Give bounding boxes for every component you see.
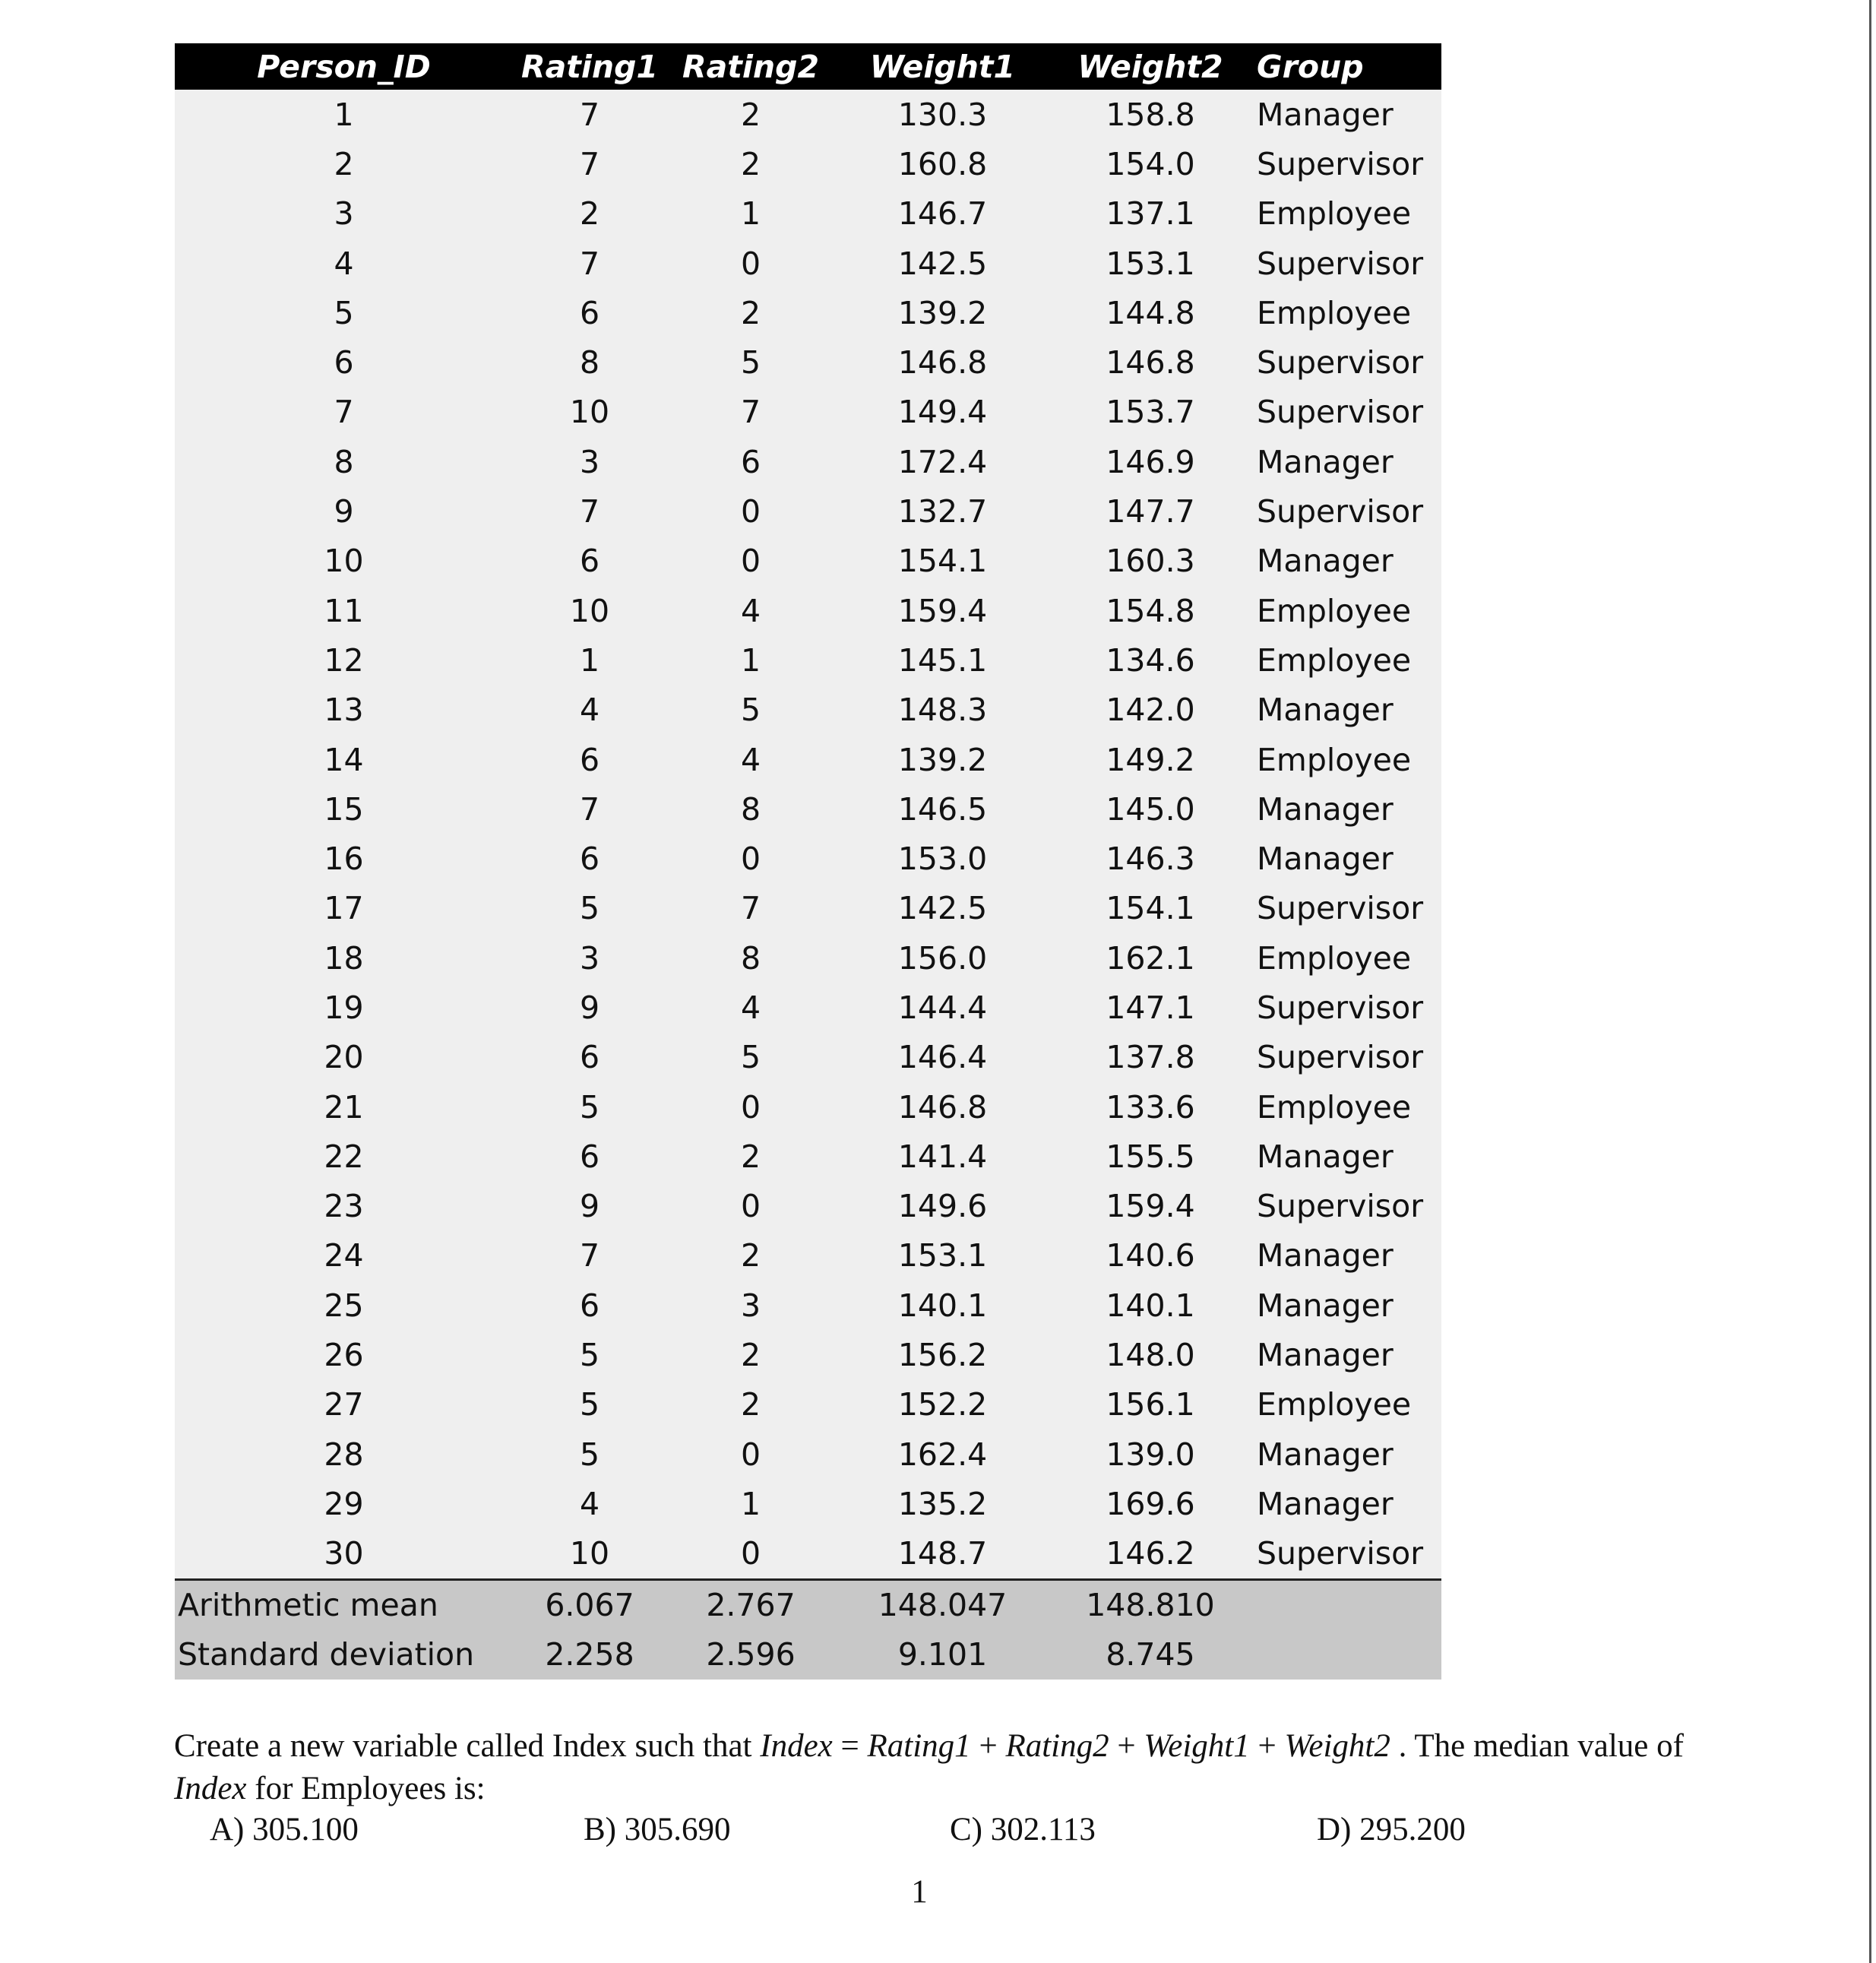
cell-weight1: 148.3 [835, 685, 1050, 735]
answer-choices [210, 1811, 1714, 1857]
cell-weight2: 154.1 [1050, 884, 1251, 933]
cell-weight1: 148.7 [835, 1529, 1050, 1580]
cell-rating2: 2 [666, 1132, 835, 1181]
summary-value: 2.767 [666, 1579, 835, 1630]
cell-weight2: 145.0 [1050, 784, 1251, 834]
table-row [175, 189, 1441, 239]
summary-value: 148.047 [835, 1579, 1050, 1630]
cell-weight1: 159.4 [835, 586, 1050, 635]
cell-person-id: 17 [175, 884, 513, 933]
cell-weight2: 160.3 [1050, 537, 1251, 586]
cell-group: Supervisor [1251, 884, 1441, 933]
cell-weight2: 154.8 [1050, 586, 1251, 635]
cell-person-id: 12 [175, 635, 513, 685]
cell-group: Manager [1251, 784, 1441, 834]
cell-weight2: 169.6 [1050, 1479, 1251, 1528]
table-row [175, 1529, 1441, 1580]
table-row [175, 586, 1441, 635]
cell-rating1: 4 [513, 685, 666, 735]
cell-weight2: 158.8 [1050, 90, 1251, 139]
cell-rating1: 6 [513, 537, 666, 586]
cell-weight2: 140.1 [1050, 1281, 1251, 1330]
cell-weight1: 142.5 [835, 884, 1050, 933]
table-row [175, 1479, 1441, 1528]
cell-rating1: 6 [513, 1033, 666, 1082]
cell-group: Manager [1251, 1330, 1441, 1379]
cell-rating1: 7 [513, 239, 666, 288]
cell-weight2: 146.8 [1050, 337, 1251, 387]
cell-weight1: 153.0 [835, 834, 1050, 883]
table-row [175, 1033, 1441, 1082]
cell-rating1: 7 [513, 784, 666, 834]
cell-person-id: 4 [175, 239, 513, 288]
choice-c[interactable]: C) 302.113 [950, 1812, 1096, 1847]
table-row [175, 437, 1441, 486]
cell-group: Manager [1251, 1479, 1441, 1528]
table-row [175, 537, 1441, 586]
cell-weight2: 133.6 [1050, 1082, 1251, 1132]
cell-rating2: 7 [666, 884, 835, 933]
cell-group: Manager [1251, 537, 1441, 586]
data-table [175, 43, 1441, 1680]
summary-label: Standard deviation [175, 1630, 513, 1680]
cell-weight1: 162.4 [835, 1430, 1050, 1479]
cell-group: Employee [1251, 933, 1441, 983]
cell-weight2: 142.0 [1050, 685, 1251, 735]
cell-rating2: 0 [666, 1430, 835, 1479]
cell-weight2: 137.1 [1050, 189, 1251, 239]
question-text [174, 1725, 1709, 1810]
cell-group: Employee [1251, 735, 1441, 784]
cell-weight1: 156.2 [835, 1330, 1050, 1379]
cell-group: Supervisor [1251, 486, 1441, 536]
table-row [175, 139, 1441, 188]
cell-rating1: 10 [513, 1529, 666, 1580]
cell-rating2: 1 [666, 1479, 835, 1528]
choice-b[interactable]: B) 305.690 [584, 1812, 731, 1847]
summary-label: Arithmetic mean [175, 1579, 513, 1630]
cell-weight1: 146.7 [835, 189, 1050, 239]
header-weight2: Weight2 [1050, 43, 1251, 90]
cell-weight1: 144.4 [835, 983, 1050, 1032]
cell-group: Manager [1251, 685, 1441, 735]
cell-group: Employee [1251, 635, 1441, 685]
summary-value: 2.596 [666, 1630, 835, 1680]
cell-rating2: 0 [666, 1529, 835, 1580]
table-row [175, 1231, 1441, 1281]
table-row [175, 486, 1441, 536]
cell-weight2: 134.6 [1050, 635, 1251, 685]
cell-person-id: 24 [175, 1231, 513, 1281]
cell-rating1: 7 [513, 139, 666, 188]
cell-rating2: 3 [666, 1281, 835, 1330]
cell-person-id: 28 [175, 1430, 513, 1479]
cell-group: Manager [1251, 1132, 1441, 1181]
cell-rating2: 0 [666, 537, 835, 586]
cell-rating2: 0 [666, 1082, 835, 1132]
header-rating1: Rating1 [513, 43, 666, 90]
cell-rating2: 4 [666, 586, 835, 635]
cell-rating1: 6 [513, 1281, 666, 1330]
cell-weight1: 145.1 [835, 635, 1050, 685]
cell-weight1: 132.7 [835, 486, 1050, 536]
cell-weight1: 154.1 [835, 537, 1050, 586]
table-row [175, 90, 1441, 139]
cell-group: Manager [1251, 90, 1441, 139]
cell-rating2: 8 [666, 784, 835, 834]
cell-weight2: 146.3 [1050, 834, 1251, 883]
choice-a[interactable]: A) 305.100 [210, 1812, 359, 1847]
cell-person-id: 27 [175, 1380, 513, 1430]
cell-person-id: 26 [175, 1330, 513, 1379]
cell-group: Employee [1251, 586, 1441, 635]
cell-weight2: 137.8 [1050, 1033, 1251, 1082]
cell-person-id: 14 [175, 735, 513, 784]
cell-weight1: 139.2 [835, 288, 1050, 337]
table-row [175, 388, 1441, 437]
cell-rating1: 10 [513, 586, 666, 635]
cell-weight2: 147.7 [1050, 486, 1251, 536]
cell-rating1: 10 [513, 388, 666, 437]
summary-row [175, 1630, 1441, 1680]
cell-weight2: 156.1 [1050, 1380, 1251, 1430]
cell-weight1: 149.6 [835, 1182, 1050, 1231]
question-intro: Create a new variable called Index such that [174, 1728, 761, 1764]
cell-rating1: 7 [513, 486, 666, 536]
cell-rating2: 0 [666, 834, 835, 883]
cell-person-id: 25 [175, 1281, 513, 1330]
cell-group: Employee [1251, 1082, 1441, 1132]
cell-rating1: 7 [513, 1231, 666, 1281]
cell-rating2: 6 [666, 437, 835, 486]
table-row [175, 784, 1441, 834]
cell-group: Supervisor [1251, 1033, 1441, 1082]
cell-group: Employee [1251, 189, 1441, 239]
cell-weight1: 146.4 [835, 1033, 1050, 1082]
formula-part: + [1249, 1728, 1285, 1764]
cell-rating1: 3 [513, 437, 666, 486]
table-row [175, 983, 1441, 1032]
table-row [175, 1281, 1441, 1330]
formula-part: + [1109, 1728, 1144, 1764]
cell-rating2: 0 [666, 239, 835, 288]
question-variable: Index [174, 1771, 247, 1806]
cell-weight1: 172.4 [835, 437, 1050, 486]
page-edge [1869, 0, 1871, 1963]
cell-weight2: 146.2 [1050, 1529, 1251, 1580]
cell-weight1: 146.8 [835, 1082, 1050, 1132]
cell-group: Supervisor [1251, 1529, 1441, 1580]
cell-rating1: 6 [513, 288, 666, 337]
cell-rating1: 8 [513, 337, 666, 387]
cell-weight2: 155.5 [1050, 1132, 1251, 1181]
cell-rating1: 9 [513, 983, 666, 1032]
formula-part: = [832, 1728, 868, 1764]
formula-part: + [970, 1728, 1006, 1764]
index-formula [760, 1728, 1390, 1764]
cell-weight1: 142.5 [835, 239, 1050, 288]
cell-rating1: 9 [513, 1182, 666, 1231]
cell-group: Supervisor [1251, 1182, 1441, 1231]
cell-person-id: 20 [175, 1033, 513, 1082]
formula-part: Index [760, 1728, 833, 1764]
cell-rating2: 5 [666, 1033, 835, 1082]
cell-group: Supervisor [1251, 239, 1441, 288]
cell-person-id: 5 [175, 288, 513, 337]
cell-rating1: 5 [513, 1430, 666, 1479]
formula-part: Rating1 [867, 1728, 971, 1764]
cell-weight1: 130.3 [835, 90, 1050, 139]
cell-rating2: 7 [666, 388, 835, 437]
summary-value: 8.745 [1050, 1630, 1251, 1680]
cell-rating2: 4 [666, 983, 835, 1032]
cell-person-id: 13 [175, 685, 513, 735]
cell-weight1: 160.8 [835, 139, 1050, 188]
table-row [175, 1330, 1441, 1379]
cell-person-id: 19 [175, 983, 513, 1032]
cell-group: Manager [1251, 834, 1441, 883]
table-row [175, 933, 1441, 983]
cell-group: Supervisor [1251, 983, 1441, 1032]
cell-rating1: 5 [513, 1380, 666, 1430]
cell-person-id: 29 [175, 1479, 513, 1528]
cell-person-id: 6 [175, 337, 513, 387]
cell-person-id: 9 [175, 486, 513, 536]
table-row [175, 685, 1441, 735]
cell-rating2: 2 [666, 1330, 835, 1379]
cell-rating1: 6 [513, 834, 666, 883]
cell-rating2: 2 [666, 288, 835, 337]
cell-weight2: 146.9 [1050, 437, 1251, 486]
table-row [175, 337, 1441, 387]
cell-weight1: 135.2 [835, 1479, 1050, 1528]
cell-person-id: 23 [175, 1182, 513, 1231]
table-row [175, 288, 1441, 337]
cell-group: Supervisor [1251, 388, 1441, 437]
cell-group: Manager [1251, 1281, 1441, 1330]
choice-d[interactable]: D) 295.200 [1317, 1812, 1466, 1847]
cell-person-id: 18 [175, 933, 513, 983]
cell-group: Employee [1251, 1380, 1441, 1430]
table-row [175, 1182, 1441, 1231]
page-number: 1 [911, 1874, 928, 1910]
cell-person-id: 2 [175, 139, 513, 188]
summary-value: 9.101 [835, 1630, 1050, 1680]
cell-group: Employee [1251, 288, 1441, 337]
summary-value [1251, 1630, 1441, 1680]
cell-weight2: 159.4 [1050, 1182, 1251, 1231]
cell-weight1: 139.2 [835, 735, 1050, 784]
cell-person-id: 15 [175, 784, 513, 834]
cell-person-id: 30 [175, 1529, 513, 1580]
cell-weight1: 140.1 [835, 1281, 1050, 1330]
cell-person-id: 16 [175, 834, 513, 883]
cell-rating2: 0 [666, 1182, 835, 1231]
question-mid: . The median value of [1390, 1728, 1684, 1764]
cell-group: Manager [1251, 437, 1441, 486]
table-row [175, 635, 1441, 685]
cell-weight2: 140.6 [1050, 1231, 1251, 1281]
cell-weight1: 152.2 [835, 1380, 1050, 1430]
cell-person-id: 21 [175, 1082, 513, 1132]
cell-rating1: 5 [513, 884, 666, 933]
cell-person-id: 7 [175, 388, 513, 437]
header-weight1: Weight1 [835, 43, 1050, 90]
header-row [175, 43, 1441, 90]
cell-rating1: 5 [513, 1330, 666, 1379]
cell-weight2: 147.1 [1050, 983, 1251, 1032]
cell-rating1: 3 [513, 933, 666, 983]
cell-rating1: 6 [513, 1132, 666, 1181]
cell-rating2: 5 [666, 685, 835, 735]
cell-person-id: 3 [175, 189, 513, 239]
header-group: Group [1251, 43, 1441, 90]
cell-rating2: 2 [666, 1231, 835, 1281]
table-row [175, 735, 1441, 784]
cell-rating2: 2 [666, 1380, 835, 1430]
cell-rating2: 2 [666, 90, 835, 139]
header-rating2: Rating2 [666, 43, 835, 90]
cell-person-id: 11 [175, 586, 513, 635]
cell-rating2: 2 [666, 139, 835, 188]
summary-row [175, 1579, 1441, 1630]
cell-weight1: 149.4 [835, 388, 1050, 437]
cell-group: Supervisor [1251, 139, 1441, 188]
table-row [175, 239, 1441, 288]
table-row [175, 834, 1441, 883]
cell-rating2: 8 [666, 933, 835, 983]
cell-weight1: 146.8 [835, 337, 1050, 387]
summary-value: 2.258 [513, 1630, 666, 1680]
cell-person-id: 1 [175, 90, 513, 139]
cell-rating1: 4 [513, 1479, 666, 1528]
summary-value: 148.810 [1050, 1579, 1251, 1630]
cell-person-id: 10 [175, 537, 513, 586]
cell-rating2: 4 [666, 735, 835, 784]
cell-weight1: 153.1 [835, 1231, 1050, 1281]
cell-rating2: 1 [666, 189, 835, 239]
cell-rating1: 7 [513, 90, 666, 139]
cell-weight2: 139.0 [1050, 1430, 1251, 1479]
cell-weight2: 153.1 [1050, 239, 1251, 288]
question-tail: for Employees is: [246, 1771, 486, 1806]
formula-part: Rating2 [1005, 1728, 1109, 1764]
cell-group: Supervisor [1251, 337, 1441, 387]
cell-rating1: 1 [513, 635, 666, 685]
cell-rating2: 1 [666, 635, 835, 685]
cell-group: Manager [1251, 1231, 1441, 1281]
cell-rating2: 0 [666, 486, 835, 536]
table-row [175, 1380, 1441, 1430]
table-row [175, 1430, 1441, 1479]
summary-value [1251, 1579, 1441, 1630]
cell-weight2: 154.0 [1050, 139, 1251, 188]
formula-part: Weight2 [1284, 1728, 1390, 1764]
cell-rating1: 2 [513, 189, 666, 239]
cell-weight1: 156.0 [835, 933, 1050, 983]
cell-weight2: 144.8 [1050, 288, 1251, 337]
header-person-id: Person_ID [175, 43, 513, 90]
formula-part: Weight1 [1144, 1728, 1250, 1764]
cell-weight1: 146.5 [835, 784, 1050, 834]
cell-group: Manager [1251, 1430, 1441, 1479]
cell-weight2: 162.1 [1050, 933, 1251, 983]
cell-rating2: 5 [666, 337, 835, 387]
summary-value: 6.067 [513, 1579, 666, 1630]
cell-person-id: 8 [175, 437, 513, 486]
table-row [175, 1082, 1441, 1132]
table-row [175, 884, 1441, 933]
cell-weight2: 153.7 [1050, 388, 1251, 437]
cell-person-id: 22 [175, 1132, 513, 1181]
cell-rating1: 5 [513, 1082, 666, 1132]
cell-weight2: 149.2 [1050, 735, 1251, 784]
cell-rating1: 6 [513, 735, 666, 784]
cell-weight1: 141.4 [835, 1132, 1050, 1181]
table-row [175, 1132, 1441, 1181]
cell-weight2: 148.0 [1050, 1330, 1251, 1379]
